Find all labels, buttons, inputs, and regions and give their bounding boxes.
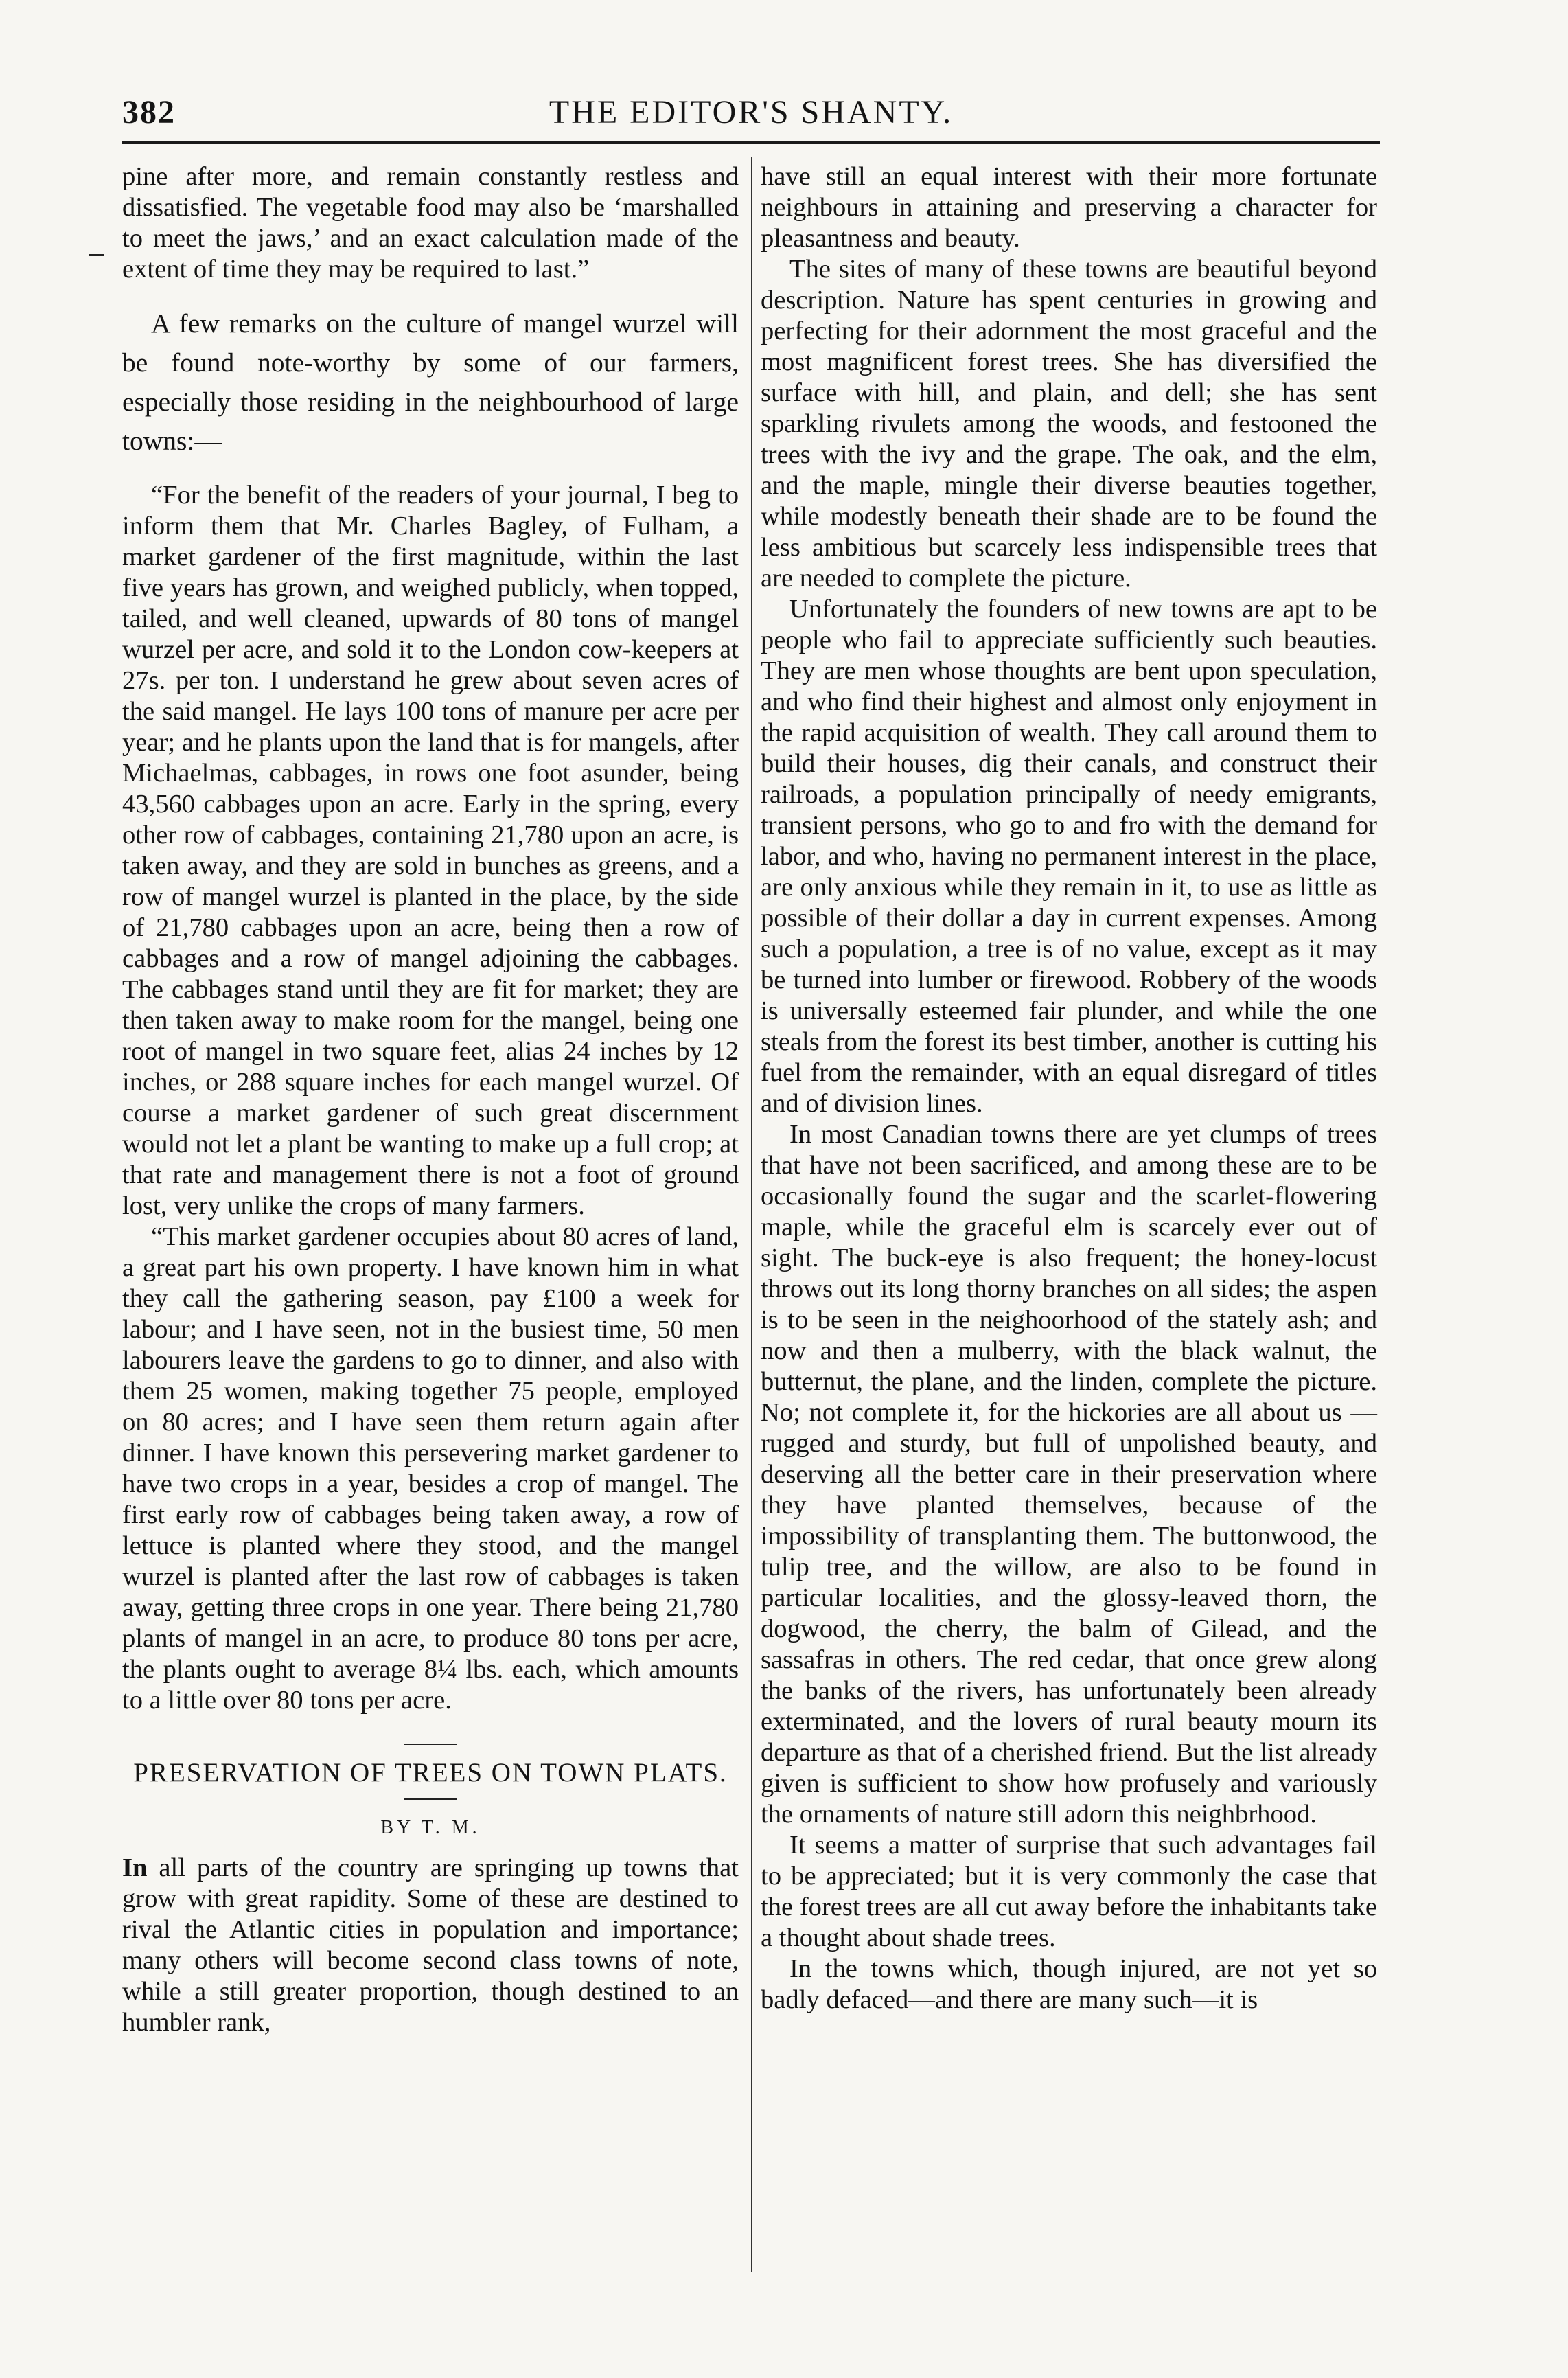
column-divider: [751, 157, 752, 2272]
paragraph: Unfortunately the founders of new towns are apt to be people who fail to appreciate sufficiently such beauties. They are men whose thoughts are bent upon speculation, and who find their highest and almost only enjoyment in the rapid acquisition of wealth. They call around them to build their houses, dig their canals, and construct their railroads, a population principally of needy emigrants, transient persons, who go to and fro with the demand for labor, and who, having no permanent interest in the place, are only anxious while they remain in it, to use as little as possible of their dollar a day in current expenses. Among such a population, a tree is of no value, except as it may be turned into lumber or firewood. Robbery of the woods is universally esteemed fair plunder, and while the one steals from the forest its best timber, another is cutting his fuel from the remainder, with an equal disregard of titles and of division lines.: [761, 595, 1377, 1118]
section-rule: [404, 1744, 457, 1745]
paragraph: The sites of many of these towns are beautiful beyond description. Nature has spent centuries in growing and perfecting for their adornment the most graceful and the most magnificent forest trees. She has diversified the surface with hill, and plain, and dell; she has sent sparkling rivulets among the woods, and festooned the trees with the ivy and the grape. The oak, and the elm, and the maple, mingle their diverse beauties together, while modestly beneath their shade are to be found the less ambitious but scarcely less indispensible trees that are needed to complete the picture.: [761, 255, 1377, 593]
byline: BY T. M.: [380, 1817, 481, 1838]
paragraph: In most Canadian towns there are yet clumps of trees that have not been sacrificed, and among these are to be occasionally found the sugar and the scarlet-flowering maple, while the graceful elm is scarcely ever out of sight. The buck-eye is also frequent; the honey-locust throws out its long thorny branches on all sides; the aspen is to be seen in the neighoorhood of the stately ash; and now and then a mulberry, with the black walnut, the butternut, the plane, and the linden, complete the picture. No; not complete it, for the hickories are all about us — rugged and sturdy, but full of unpolished beauty, and deserving all the better care in their preservation where they have planted themselves, because of the impossibility of transplanting them. The buttonwood, the tulip tree, and the willow, are also to be found in particular localities, and the glossy-leaved thorn, the dogwood, the cherry, the balm of Gilead, and the sassafras in others. The red cedar, that once grew along the banks of the rivers, has unfortunately been already exterminated, and the lovers of rural beauty mourn its departure as that of a cherished friend. But the list already given is sufficient to show how profusely and variously the ornaments of nature still adorn this neighbrhood.: [761, 1120, 1377, 1829]
paragraph: A few remarks on the culture of mangel wurzel will be found note-worthy by some of our farmers, especially those residing in the neighbourhood of large towns:—: [122, 308, 739, 456]
section-title: PRESERVATION OF TREES ON TOWN PLATS.: [133, 1758, 728, 1787]
paragraph: “This market gardener occupies about 80 acres of land, a great part his own property. I have known him in what they call the gathering season, pay £100 a week for labour; and I have seen, not in the busiest time, 50 men labourers leave the gardens to go to dinner, and also with them 25 women, making together 75 people, employed on 80 acres; and I have seen them return again after dinner. I have known this persevering market gardener to have two crops in a year, besides a crop of mangel. The first early row of cabbages being taken away, a row of lettuce is planted where they stood, and the mangel wurzel is planted after the last row of cabbages is taken away, getting three crops in one year. There being 21,780 plants of mangel in an acre, to produce 80 tons per acre, the plants ought to average 8¼ lbs. each, which amounts to a little over 80 tons per acre.: [122, 1222, 739, 1715]
right-column: [761, 161, 1377, 2015]
section-paragraph-text: all parts of the country are springing up towns that grow with great rapidity. Some of these are destined to rival the Atlantic cities in population and importance; many others will become second class towns of note, while a still greater proportion, though destined to an humbler rank,: [122, 1853, 739, 2037]
left-column: [122, 161, 739, 2038]
paragraph: pine after more, and remain constantly restless and dissatisfied. The vegetable food may also be ‘marshalled to meet the jaws,’ and an exact calculation made of the extent of time they may be required to last.”: [122, 162, 739, 284]
section-rule: [404, 1798, 457, 1800]
page-header: [122, 88, 1380, 136]
paragraph: have still an equal interest with their more fortunate neighbours in attaining and preserving a character for pleasantness and beauty.: [761, 162, 1377, 253]
header-rule: [122, 141, 1380, 144]
running-title: THE EDITOR'S SHANTY.: [549, 94, 954, 130]
paragraph: In the towns which, though injured, are not yet so badly defaced—and there are many such—it is: [761, 1954, 1377, 2014]
margin-mark: [89, 254, 104, 256]
section-paragraph: [122, 1853, 739, 2038]
paragraph: It seems a matter of surprise that such advantages fail to be appreciated; but it is very commonly the case that the forest trees are all cut away before the inhabitants take a thought about shade trees.: [761, 1831, 1377, 1952]
paragraph: “For the benefit of the readers of your journal, I beg to inform them that Mr. Charles Bagley, of Fulham, a market gardener of the first magnitude, within the last five years has grown, and weighed publicly, when topped, tailed, and well cleaned, upwards of 80 tons of mangel wurzel per acre, and sold it to the London cow-keepers at 27s. per ton. I understand he grew about seven acres of the said mangel. He lays 100 tons of manure per acre per year; and he plants upon the land that is for mangels, after Michaelmas, cabbages, in rows one foot asunder, being 43,560 cabbages upon an acre. Early in the spring, every other row of cabbages, containing 21,780 upon an acre, is taken away, and they are sold in bunches as greens, and a row of mangel wurzel is planted in the place, by the side of 21,780 cabbages upon an acre, being then a row of cabbages and a row of mangel adjoining the cabbages. The cabbages stand until they are fit for market; they are then taken away to make room for the mangel, being one root of mangel in two square feet, alias 24 inches by 12 inches, or 288 square inches for each mangel wurzel. Of course a market gardener of such great discernment would not let a plant be wanting to make up a full crop; at that rate and management there is not a foot of ground lost, very unlike the crops of many farmers.: [122, 481, 739, 1220]
page-number: 382: [122, 94, 176, 130]
section-first-word: In: [122, 1853, 148, 1882]
